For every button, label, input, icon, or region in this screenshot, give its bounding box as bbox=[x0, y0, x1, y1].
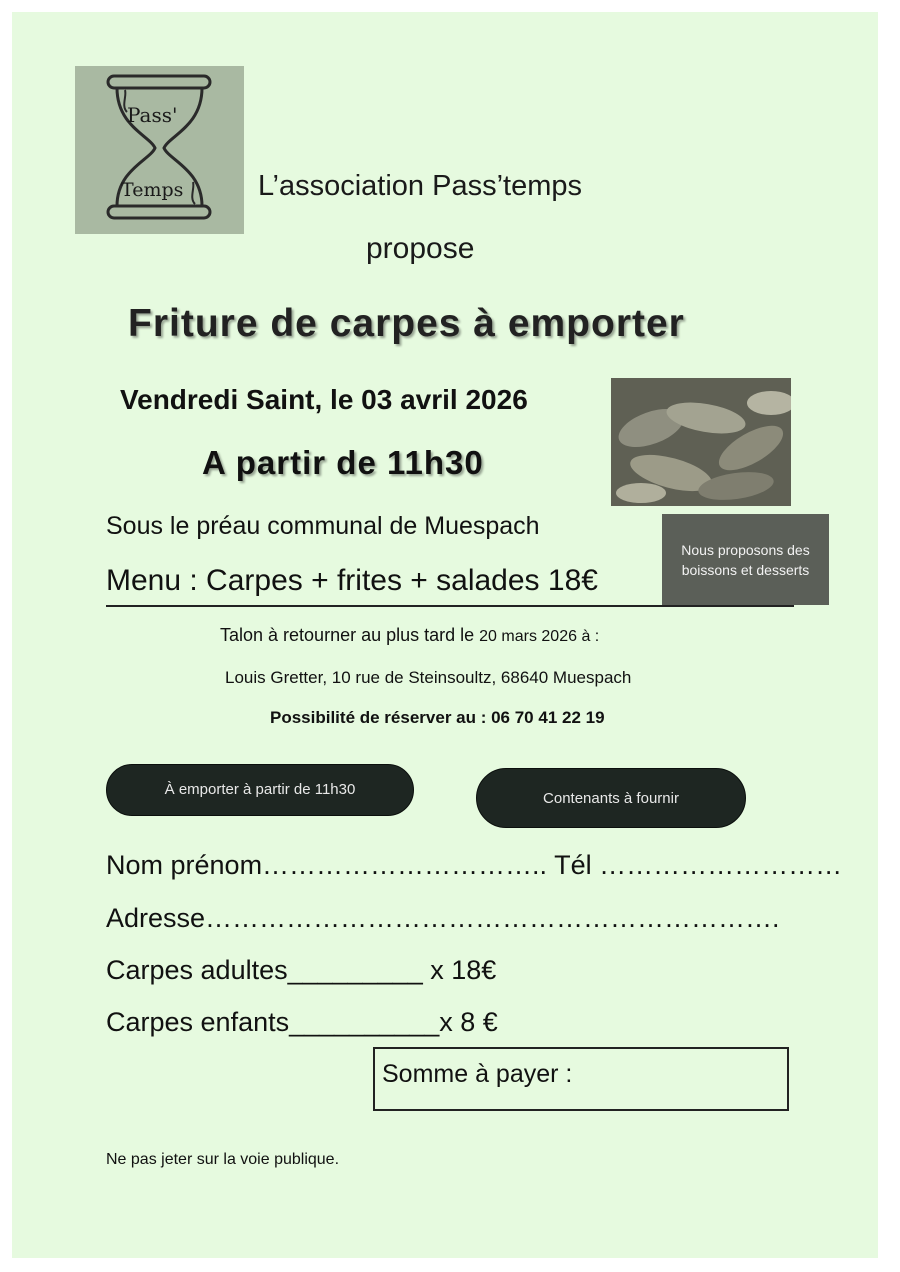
adult-carp-field[interactable]: Carpes adultes_________ x 18€ bbox=[106, 955, 497, 985]
talon-return bbox=[220, 625, 599, 646]
containers-badge bbox=[476, 768, 746, 828]
reservation-phone: Possibilité de réserver au : 06 70 41 22 19 bbox=[270, 708, 605, 727]
footer-notice: Ne pas jeter sur la voie publique. bbox=[106, 1151, 340, 1168]
child-carp-field[interactable]: Carpes enfants__________x 8 € bbox=[106, 1007, 498, 1037]
sum-to-pay-label: Somme à payer : bbox=[382, 1060, 573, 1088]
association-name: L’association Pass’temps bbox=[258, 170, 582, 202]
drinks-note-box bbox=[662, 514, 829, 605]
menu-line: Menu : Carpes + frites + salades 18€ bbox=[106, 564, 598, 597]
fried-carp-photo bbox=[611, 378, 791, 506]
association-logo bbox=[75, 66, 244, 234]
logo-bottom-text: Temps bbox=[121, 179, 184, 201]
propose-text: propose bbox=[366, 232, 475, 265]
event-time: A partir de 11h30 bbox=[202, 444, 484, 481]
address-field[interactable]: Adresse………………………………………………………. bbox=[106, 903, 780, 933]
logo-top-text: Pass' bbox=[127, 103, 178, 127]
menu-underline bbox=[106, 605, 794, 607]
event-date: Vendredi Saint, le 03 avril 2026 bbox=[120, 384, 528, 415]
talon-return-suffix: à : bbox=[577, 628, 600, 645]
talon-return-prefix: Talon à retourner au plus tard le bbox=[220, 625, 480, 645]
takeaway-badge-label: À emporter à partir de 11h30 bbox=[164, 780, 356, 798]
return-address: Louis Gretter, 10 rue de Steinsoultz, 68640 Muespach bbox=[225, 668, 632, 687]
talon-return-date: 20 mars 2026 bbox=[479, 628, 577, 645]
drinks-note: Nous proposons des boissons et desserts bbox=[681, 541, 810, 578]
event-title: Friture de carpes à emporter bbox=[128, 302, 685, 345]
name-phone-field[interactable]: Nom prénom………………………….. Tél ……………………… bbox=[106, 850, 843, 880]
containers-badge-label: Contenants à fournir bbox=[543, 789, 679, 807]
hourglass-icon bbox=[75, 66, 244, 234]
event-place: Sous le préau communal de Muespach bbox=[106, 512, 540, 540]
takeaway-badge bbox=[106, 764, 414, 816]
